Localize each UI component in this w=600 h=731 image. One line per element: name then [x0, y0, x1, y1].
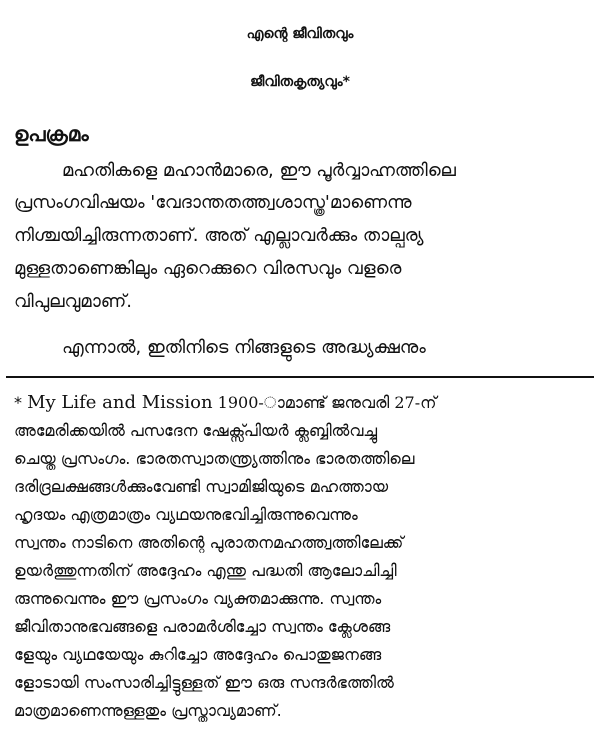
- footnote-year: 1900-ാമാണ്ട്: [217, 393, 326, 412]
- footnote-line-5: ഹൃദയം എത്രമാത്രം വ്യഥയനുഭവിച്ചിരുന്നുവെന്നും: [14, 505, 358, 524]
- footnote-month: ജനുവരി: [331, 393, 390, 412]
- section-heading: ഉപക്രമം: [14, 122, 89, 146]
- footnote-marker: *: [14, 393, 22, 412]
- chapter-title-line-1: എന്റെ ജീവിതവും: [246, 26, 354, 42]
- paragraph-2-line-1: എന്നാൽ, ഇതിനിടെ നിങ്ങളുടെ അദ്ധ്യക്ഷനും: [62, 337, 426, 358]
- footnote-line-3: ചെയ്ത പ്രസംഗം. ഭാരതസ്വാതന്ത്ര്യത്തിനും ഭാരതത്തിലെ: [14, 449, 415, 468]
- footnote-line-12: മാത്രമാണെന്നുള്ളതും പ്രസ്താവ്യമാണ്.: [14, 701, 282, 720]
- footnote-day: 27-ന്: [394, 393, 437, 412]
- footnote-line-7: ഉയർത്തുന്നതിന് അദ്ദേഹം എന്തു പദ്ധതി ആലോചിച്ചി: [14, 561, 397, 580]
- footnote-line-2: അമേരിക്കയിൽ പസദേന ഷേക്സ്പിയർ ക്ലബ്ബിൽവച്ചു: [14, 421, 378, 440]
- footnote-line-1: [14, 392, 436, 414]
- footnote-line-4: ദരിദ്രലക്ഷങ്ങൾക്കുംവേണ്ടി സ്വാമിജിയുടെ മഹത്തായ: [14, 477, 389, 496]
- footnote-line-9: ജീവിതാനുഭവങ്ങളെ പരാമർശിച്ചോ സ്വന്തം ക്ലേശങ്ങ: [14, 617, 391, 636]
- paragraph-1-line-4: മുള്ളതാണെങ്കിലും ഏറെക്കുറെ വിരസവും വളരെ: [14, 258, 402, 279]
- footnote-lecture-title: My Life and Mission: [27, 392, 213, 413]
- footnote-line-11: ളോടായി സംസാരിച്ചിട്ടുള്ളത് ഈ ഒരു സന്ദർഭത്തിൽ: [14, 673, 394, 692]
- footnote-line-10: ളേയും വ്യഥയേയും കുറിച്ചോ അദ്ദേഹം പൊതുജനങ്ങ: [14, 645, 382, 664]
- paragraph-1-line-1: മഹതികളെ മഹാൻമാരെ, ഈ പൂർവ്വാഹ്നത്തിലെ: [62, 160, 456, 181]
- paragraph-1-line-3: നിശ്ചയിച്ചിരുന്നതാണ്. അത് എല്ലാവർക്കും താല്പര്യ: [14, 225, 424, 246]
- footnote-line-8: രുന്നുവെന്നും ഈ പ്രസംഗം വ്യക്തമാക്കുന്നു. സ്വന്തം: [14, 589, 382, 608]
- paragraph-1-line-2: പ്രസംഗവിഷയം 'വേദാന്തതത്ത്വശാസ്ത്ര'മാണെന്നു: [14, 192, 412, 213]
- paragraph-1-line-5: വിപുലവുമാണ്.: [14, 291, 132, 312]
- chapter-title-line-2: ജീവിതകൃത്യവും*: [250, 74, 350, 90]
- footnote-divider: [6, 376, 594, 378]
- footnote-line-6: സ്വന്തം നാടിനെ അതിന്റെ പുരാതനമഹത്ത്വത്തിലേക്ക്: [14, 533, 404, 552]
